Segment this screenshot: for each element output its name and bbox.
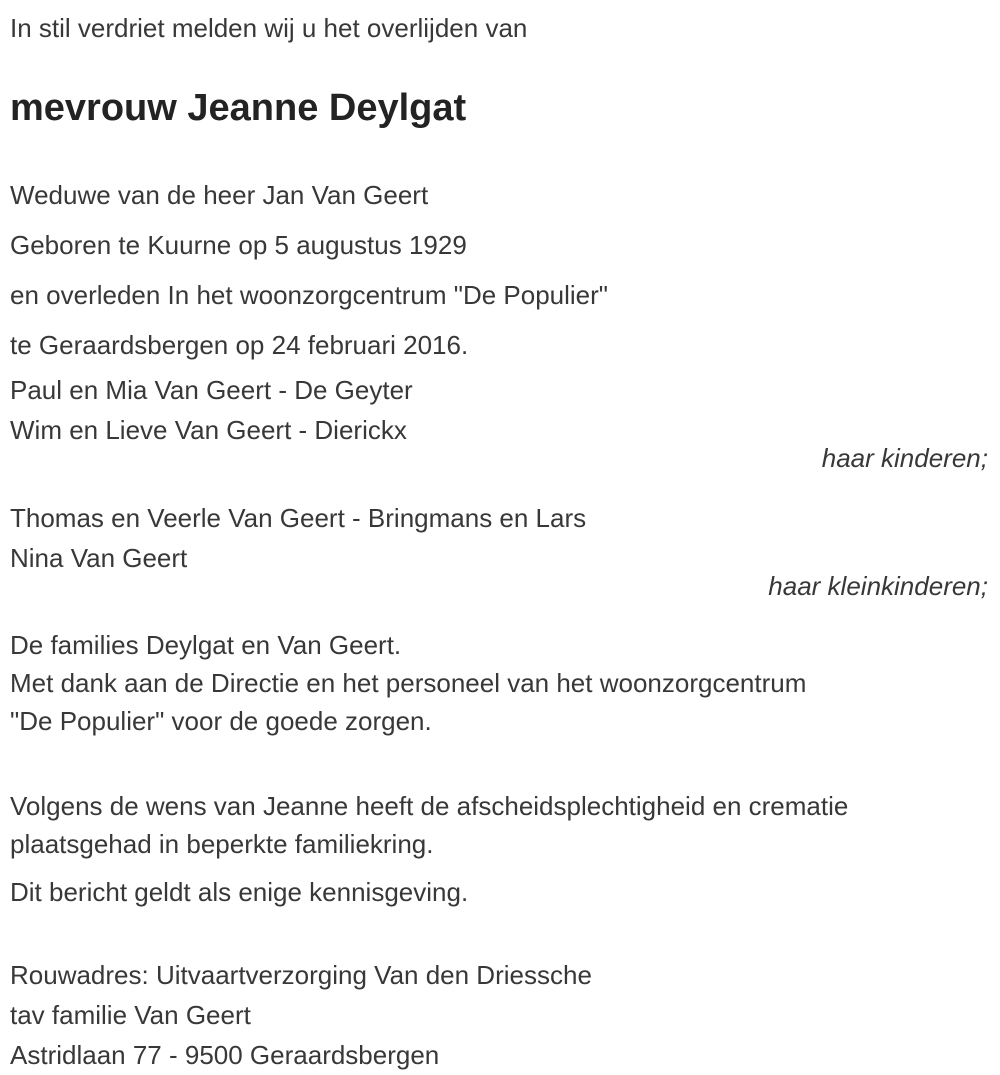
thanks-line: Met dank aan de Directie en het personeel van het woonzorgcentrum bbox=[10, 668, 807, 698]
notice-section bbox=[10, 873, 988, 911]
grandchildren-caption: haar kleinkinderen; bbox=[768, 571, 988, 601]
children-caption: haar kinderen; bbox=[821, 443, 988, 473]
deceased-name-heading: mevrouw Jeanne Deylgat bbox=[10, 87, 467, 129]
thanks-line-continued: "De Populier" voor de goede zorgen. bbox=[10, 706, 432, 736]
widow-line: Weduwe van de heer Jan Van Geert bbox=[10, 180, 429, 210]
death-place-line: en overleden In het woonzorgcentrum "De Populier" bbox=[10, 280, 609, 310]
bio-section bbox=[10, 170, 988, 370]
families-line: De families Deylgat en Van Geert. bbox=[10, 630, 402, 660]
child-line: Paul en Mia Van Geert - De Geyter bbox=[10, 375, 413, 405]
ceremony-section bbox=[10, 787, 988, 863]
grandchildren-section bbox=[10, 498, 988, 578]
child-line: Wim en Lieve Van Geert - Dierickx bbox=[10, 415, 407, 445]
children-section bbox=[10, 370, 988, 450]
mourning-address-section bbox=[10, 955, 988, 1075]
grandchild-line: Nina Van Geert bbox=[10, 543, 188, 573]
mourning-address-line: Rouwadres: Uitvaartverzorging Van den Driessche bbox=[10, 960, 592, 990]
mourning-street-line: Astridlaan 77 - 9500 Geraardsbergen bbox=[10, 1040, 440, 1070]
mourning-attn-line: tav familie Van Geert bbox=[10, 1000, 251, 1030]
birth-line: Geboren te Kuurne op 5 augustus 1929 bbox=[10, 230, 467, 260]
death-date-line: te Geraardsbergen op 24 februari 2016. bbox=[10, 330, 469, 360]
ceremony-line-continued: plaatsgehad in beperkte familiekring. bbox=[10, 829, 434, 859]
grandchild-line: Thomas en Veerle Van Geert - Bringmans en Lars bbox=[10, 503, 587, 533]
intro-line: In stil verdriet melden wij u het overlijden van bbox=[10, 13, 528, 43]
family-thanks-section bbox=[10, 626, 988, 740]
notice-line: Dit bericht geldt als enige kennisgeving. bbox=[10, 877, 469, 907]
ceremony-line: Volgens de wens van Jeanne heeft de afscheidsplechtigheid en crematie bbox=[10, 791, 849, 821]
